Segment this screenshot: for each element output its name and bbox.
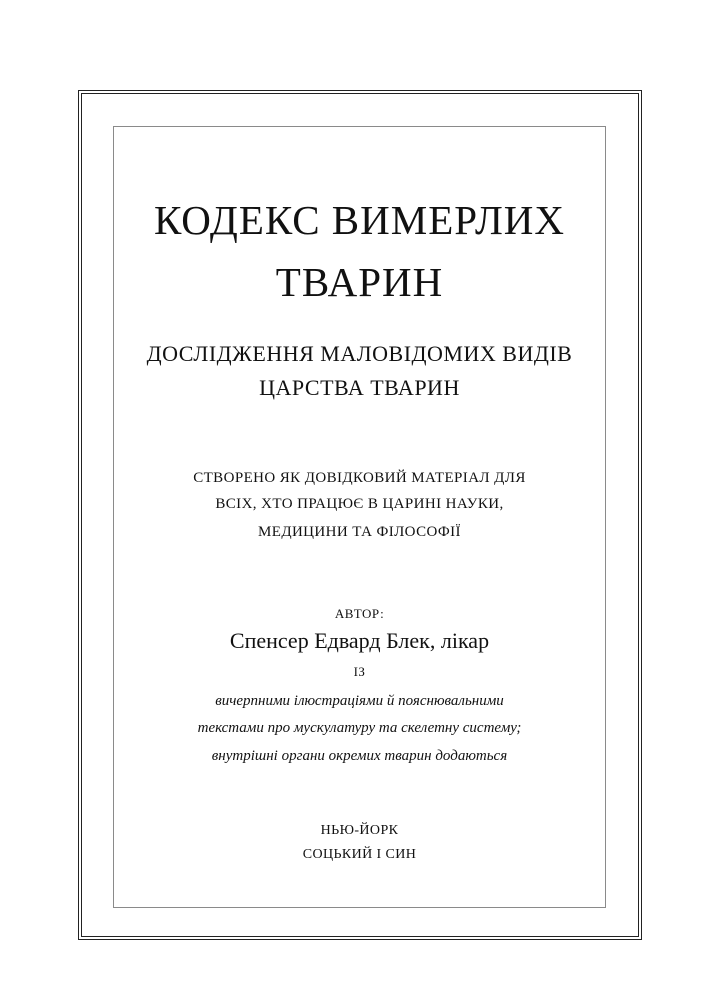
author-conjunction: ІЗ bbox=[353, 664, 366, 679]
imprint-publisher: СОЦЬКИЙ І СИН bbox=[302, 847, 417, 862]
title-line-2: ТВАРИН bbox=[275, 259, 444, 305]
author-name: Спенсер Едвард Блек, лікар bbox=[229, 628, 490, 653]
description-line-2: текстами про мускулатуру та скелетну систему; bbox=[197, 720, 522, 736]
description-line-1: вичерпними ілюстраціями й пояснювальними bbox=[215, 693, 504, 709]
purpose-line-1: СТВОРЕНО ЯК ДОВІДКОВИЙ МАТЕРІАЛ ДЛЯ bbox=[193, 470, 526, 486]
purpose-line-2: ВСІХ, ХТО ПРАЦЮЄ В ЦАРИНІ НАУКИ, bbox=[215, 496, 504, 512]
description-line-3: внутрішні органи окремих тварин додаються bbox=[211, 748, 508, 764]
subtitle-line-1: ДОСЛІДЖЕННЯ МАЛОВІДОМИХ ВИДІВ bbox=[146, 341, 573, 366]
purpose-line-3: МЕДИЦИНИ ТА ФІЛОСОФІЇ bbox=[258, 524, 461, 540]
imprint-city: НЬЮ-ЙОРК bbox=[320, 823, 399, 838]
title-page-content bbox=[113, 126, 606, 908]
author-label: АВТОР: bbox=[334, 606, 385, 621]
subtitle-line-2: ЦАРСТВА ТВАРИН bbox=[259, 375, 460, 400]
title-line-1: КОДЕКС ВИМЕРЛИХ bbox=[153, 197, 566, 243]
